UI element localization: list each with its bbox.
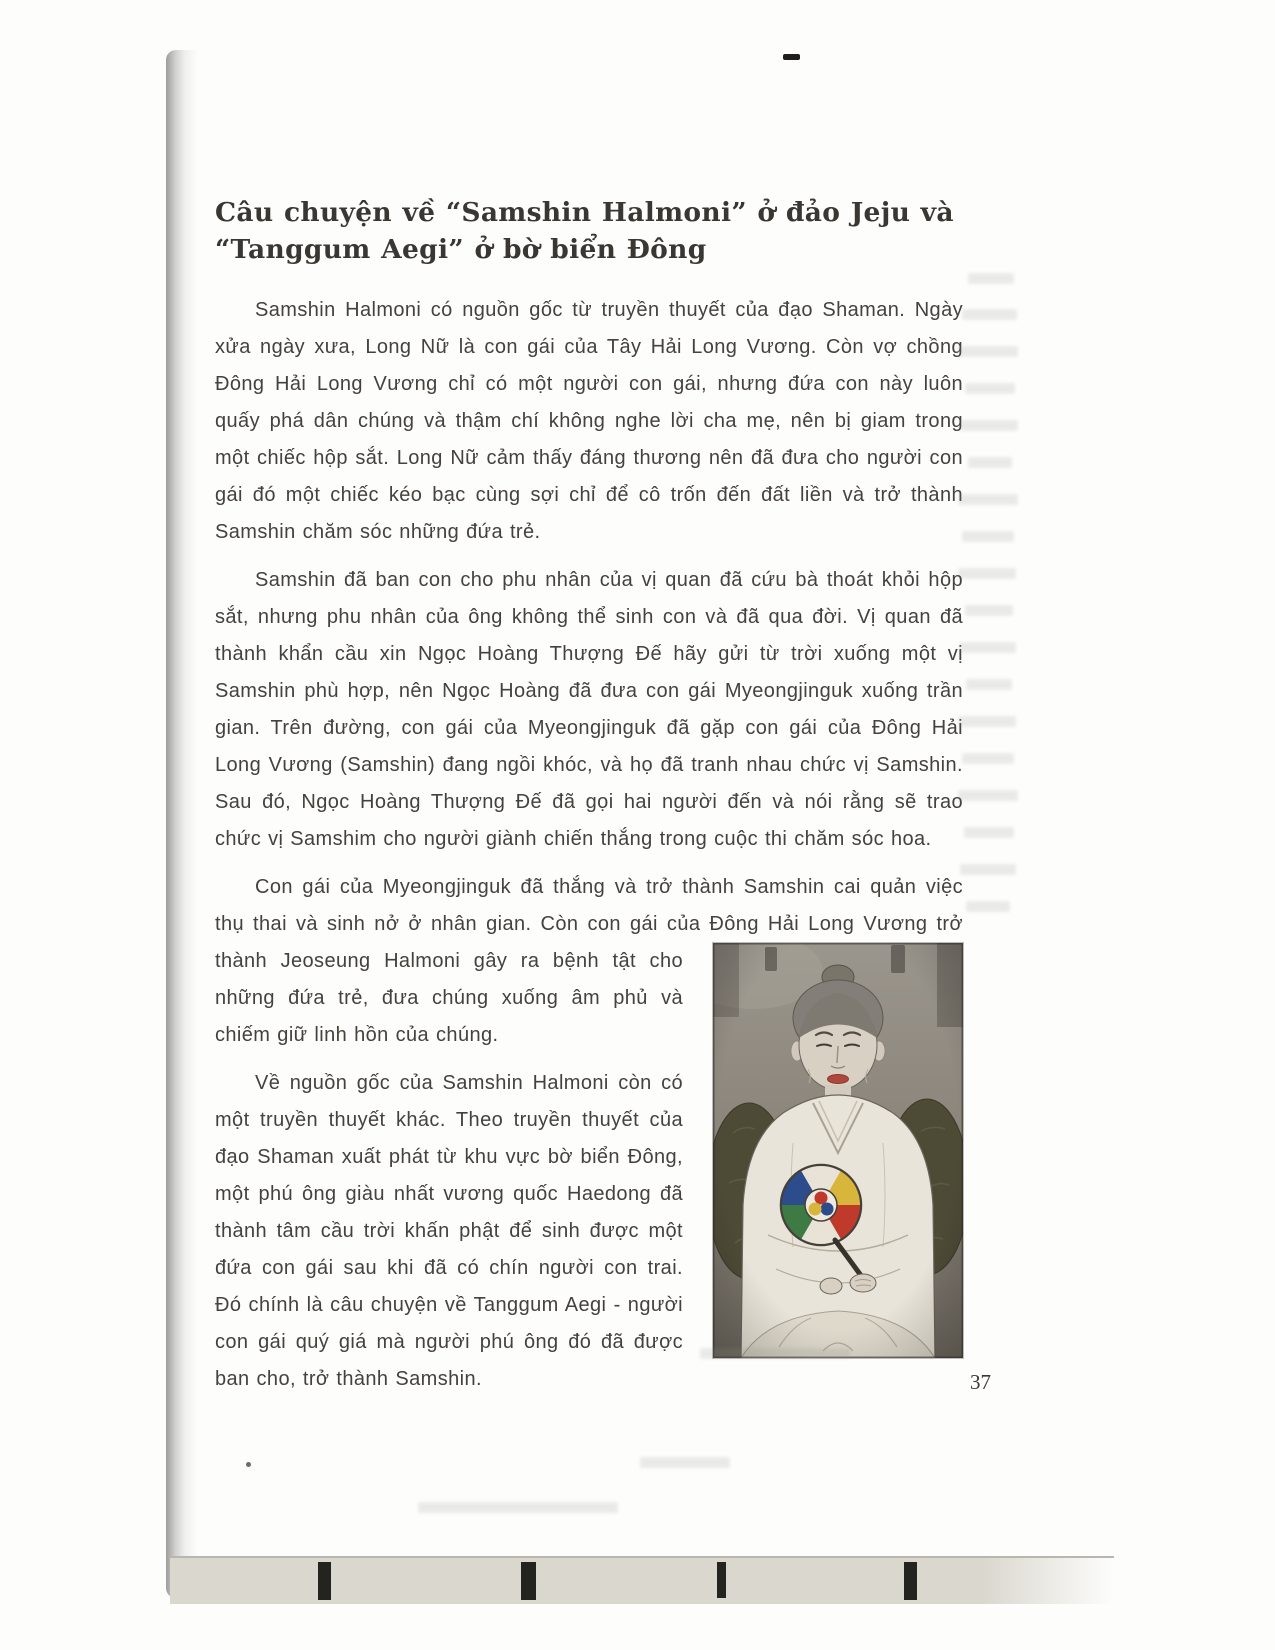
page-number: 37 [970,1370,991,1394]
bleed-ghost-line [962,753,1014,764]
bleed-ghost-line [958,494,1018,505]
binding-mark [318,1562,331,1600]
bleed-ghost-line [962,309,1017,320]
scan-mark [783,54,800,60]
samshin-halmoni-painting [713,943,963,1358]
bleed-ghost-line [960,420,1018,431]
bleed-ghost-line [965,605,1013,616]
bleed-ghost-line [966,901,1010,912]
scan-bottom-edge [170,1556,1114,1604]
samshin-illustration-svg [713,943,963,1358]
paragraph-1: Samshin Halmoni có nguồn gốc từ truyền thuyết của đạo Shaman. Ngày xửa ngày xưa, Long Nữ là con gái của Tây Hải Long Vương. Còn vợ chồng Đông Hải Long Vương chỉ có một người con gái, nhưng đứa con này luôn quấy phá dân chúng và thậm chí không nghe lời cha mẹ, nên bị giam trong một chiếc hộp sắt. Long Nữ cảm thấy đáng thương nên đã đưa cho người con gái đó một chiếc kéo bạc cùng sợi chỉ để cô trốn đến đất liền và trở thành Samshin chăm sóc những đứa trẻ. [215,299,963,543]
page-content [215,194,963,1409]
scan-speck [246,1462,251,1467]
bleed-ghost-line [700,1348,850,1359]
bleed-ghost-line [962,531,1014,542]
bleed-ghost-line [960,864,1016,875]
paragraph-4: Về nguồn gốc của Samshin Halmoni còn có một truyền thuyết khác. Theo truyền thuyết của đạo Shaman xuất phát từ khu vực bờ biển Đông, một phú ông giàu nhất vương quốc Haedong đã thành tâm cầu trời khấn phật để sinh được một đứa con gái sau khi đã có chín người con trai. Đó chính là câu chuyện về Tanggum Aegi - người con gái quý giá mà người phú ông đó đã được ban cho, trở thành Samshin. [215,1072,683,1390]
paragraph-2: Samshin đã ban con cho phu nhân của vị quan đã cứu bà thoát khỏi hộp sắt, nhưng phu nhân của ông không thể sinh con và đã qua đời. Vị quan đã thành khẩn cầu xin Ngọc Hoàng Thượng Đế hãy gửi từ trời xuống một vị Samshin phù hợp, nên Ngọc Hoàng đã đưa con gái Myeongjinguk xuống trần gian. Trên đường, con gái của Myeongjinguk đã gặp con gái của Đông Hải Long Vương (Samshin) đang ngồi khóc, và họ đã tranh nhau chức vị Samshin. Sau đó, Ngọc Hoàng Thượng Đế đã gọi hai người đến và nói rằng sẽ trao chức vị Samshim cho người giành chiến thắng trong cuộc thi chăm sóc hoa. [215,569,963,850]
page-title: Câu chuyện về “Samshin Halmoni” ở đảo Jeju và “Tanggum Aegi” ở bờ biển Đông [215,197,954,265]
bleed-ghost-line [966,679,1012,690]
bleed-ghost-line [968,273,1014,284]
bleed-ghost-line [958,790,1018,801]
bleed-ghost-line [958,346,1018,357]
binding-mark [904,1562,917,1600]
binding-mark [521,1562,536,1600]
bleed-ghost-line [968,457,1012,468]
bleed-ghost-line [965,383,1015,394]
bleed-ghost-line [418,1502,618,1513]
bleed-ghost-line [964,827,1014,838]
bleed-ghost-line [960,642,1016,653]
bleed-ghost-line [958,716,1016,727]
page-edge-shadow [166,50,198,1598]
binding-mark [717,1562,726,1598]
bleed-ghost-line [958,568,1016,579]
bleed-ghost-line [640,1457,730,1468]
paragraph-3: Con gái của Myeongjinguk đã thắng và trở thành Samshin cai quản việc thụ thai và sinh nở ở nhân gian. Còn con gái của Đông Hải Long Vương trở thành Jeoseung Halmoni gây ra bệnh tật cho những đứa trẻ, đưa chúng xuống âm phủ và chiếm giữ linh hồn của chúng. [215,876,963,1046]
